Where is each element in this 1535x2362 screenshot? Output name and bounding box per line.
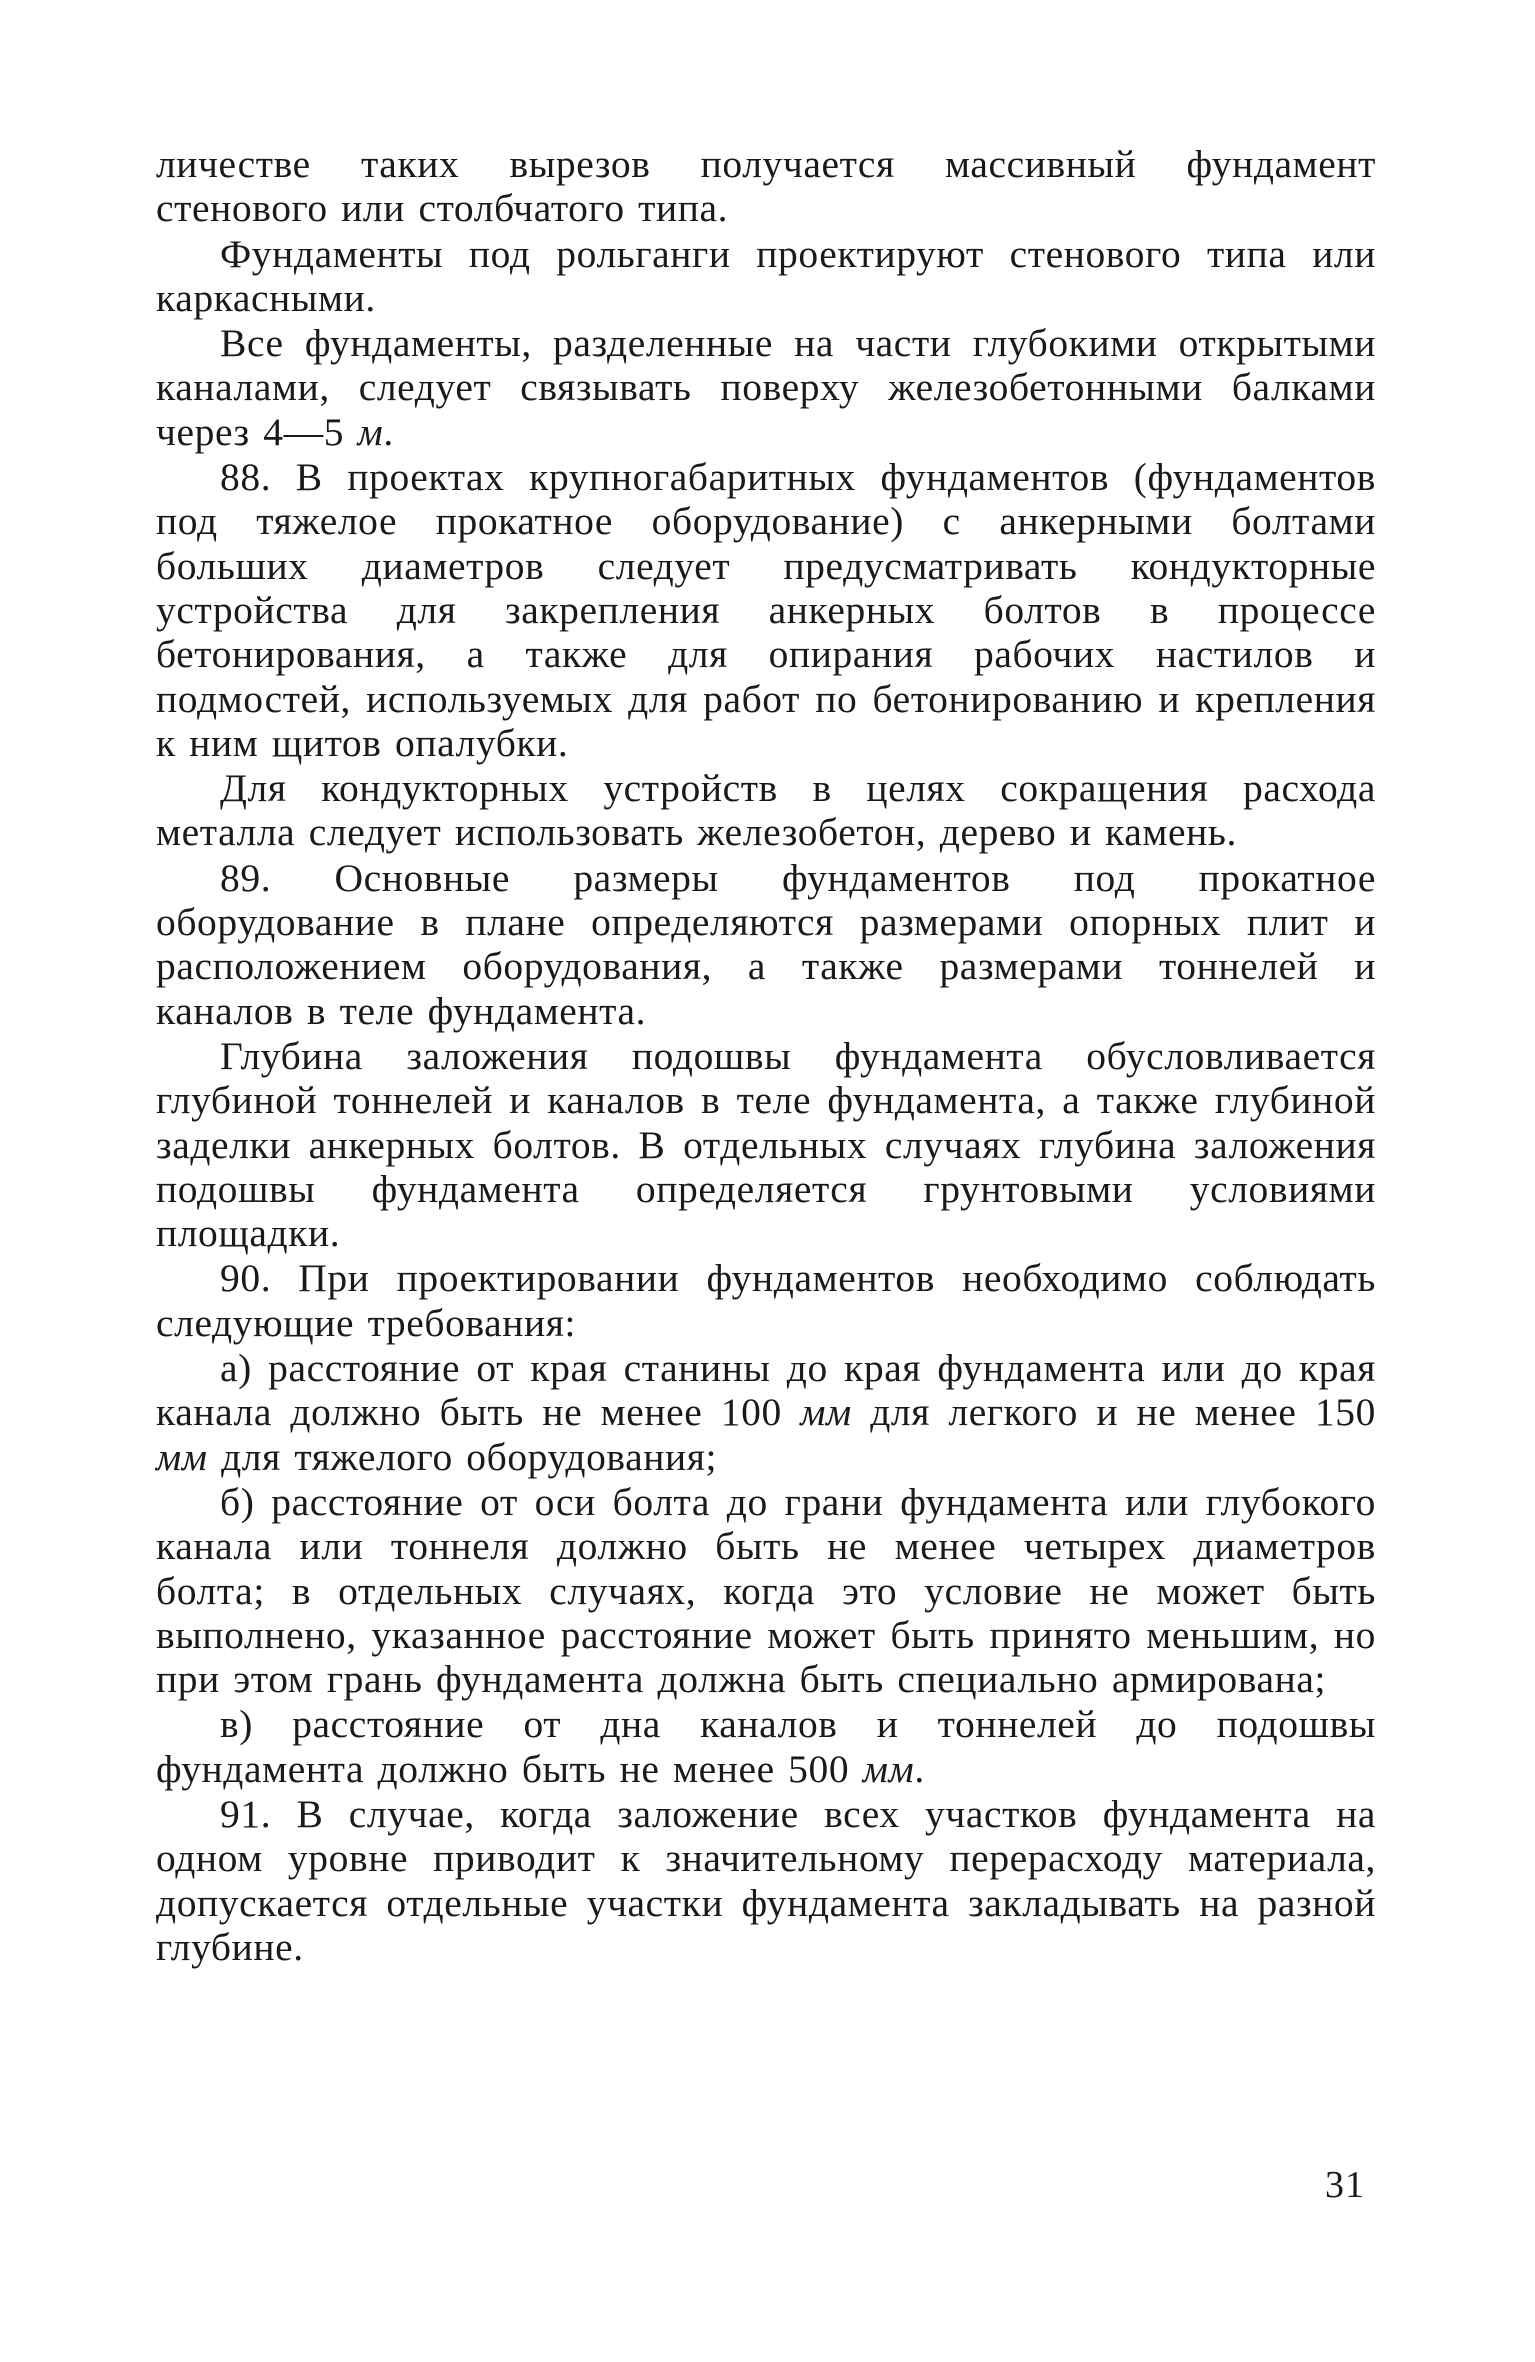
paragraph-text: для тяжелого оборудования;	[221, 1434, 718, 1479]
paragraph-91: 91. В случае, когда заложение всех участков фундамента на одном уровне приводит к значительному перерасходу материала, допускается отдельные участки фундамента закладывать на разной глубине.	[156, 1791, 1376, 1969]
paragraph-text: .	[914, 1746, 925, 1791]
paragraph-text: в) расстояние от дна каналов и тоннелей до подошвы фундамента должно быть не менее 500	[156, 1702, 1376, 1791]
paragraph-89: 89. Основные размеры фундаментов под прокатное оборудование в плане определяются размерами опорных плит и расположением оборудования, а также размерами тоннелей и каналов в теле фундамента.	[156, 855, 1376, 1033]
page-body	[156, 142, 1376, 1970]
paragraph-88-conductor-materials: Для кондукторных устройств в целях сокращения расхода металла следует использовать железобетон, дерево и камень.	[156, 766, 1376, 855]
unit-label: мм	[862, 1746, 915, 1791]
unit-label: мм	[156, 1434, 208, 1479]
paragraph-90-b: б) расстояние от оси болта до грани фундамента или глубокого канала или тоннеля должно быть не менее четырех диаметров болта; в отдельных случаях, когда это условие не может быть выполнено, указанное расстояние может быть принято меньшим, но при этом грань фундамента должна быть специально армирована;	[156, 1479, 1376, 1702]
paragraph-text: .	[383, 409, 394, 454]
paragraph-88: 88. В проектах крупногабаритных фундаментов (фундаментов под тяжелое прокатное оборудование) с анкерными болтами больших диаметров следует предусматривать кондукторные устройства для закрепления анкерных болтов в процессе бетонирования, а также для опирания рабочих настилов и подмостей, используемых для работ по бетонированию и крепления к ним щитов опалубки.	[156, 455, 1376, 765]
paragraph-text: Все фундаменты, разделенные на части глубокими открытыми каналами, следует связывать поверху железобетонными балками через 4—5	[156, 321, 1376, 454]
paragraph-continuation: личестве таких вырезов получается массивный фундамент стенового или столбчатого типа.	[156, 142, 1376, 231]
page-number: 31	[1325, 2164, 1365, 2206]
paragraph-text: а) расстояние от края станины до края фундамента или до края канала должно быть не менее 100	[156, 1346, 1376, 1435]
paragraph-90-a	[156, 1346, 1376, 1479]
unit-label: мм	[800, 1390, 852, 1435]
paragraph-90: 90. При проектировании фундаментов необходимо соблюдать следующие требования:	[156, 1256, 1376, 1345]
unit-label: м	[357, 409, 384, 454]
paragraph-channel-beams	[156, 321, 1376, 454]
paragraph-89-depth: Глубина заложения подошвы фундамента обусловливается глубиной тоннелей и каналов в теле фундамента, а также глубиной заделки анкерных болтов. В отдельных случаях глубина заложения подошвы фундамента определяется грунтовыми условиями площадки.	[156, 1033, 1376, 1256]
paragraph-text: для легкого и не менее 150	[870, 1390, 1376, 1435]
paragraph-90-c	[156, 1702, 1376, 1791]
paragraph-rollgang-foundations: Фундаменты под рольганги проектируют стенового типа или каркасными.	[156, 231, 1376, 320]
